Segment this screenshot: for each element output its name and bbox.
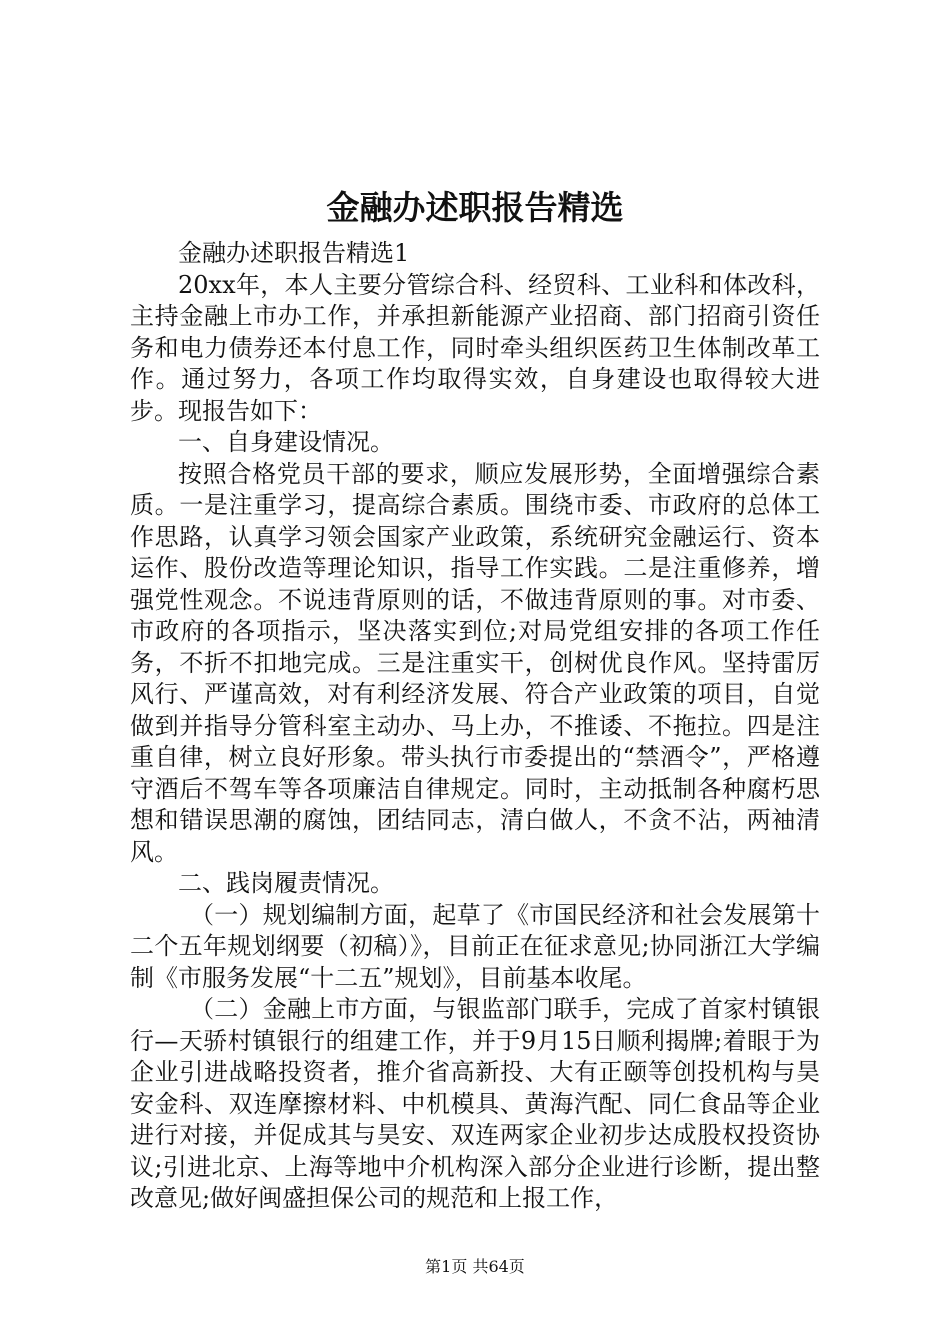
- paragraph-finance-listing: （二）金融上市方面，与银监部门联手，完成了首家村镇银行—天骄村镇银行的组建工作，并于9月15日顺利揭牌;着眼于为企业引进战略投资者，推介省高新投、大有正颐等创投机构与昊安金科、双连摩擦材料、中机模具、黄海汽配、同仁食品等企业进行对接，并促成其与昊安、双连两家企业初步达成股权投资协议;引进北京、上海等地中介机构深入部分企业进行诊断，提出整改意见;做好闽盛担保公司的规范和上报工作，: [130, 995, 820, 1212]
- section-heading-2: 二、践岗履责情况。: [178, 869, 394, 897]
- document-title: 金融办述职报告精选: [326, 188, 624, 227]
- section-heading-1: 一、自身建设情况。: [178, 428, 394, 456]
- paragraph-subtitle: 金融办述职报告精选1: [178, 239, 410, 267]
- page-number-footer: 第1页 共64页: [425, 1257, 525, 1276]
- paragraph-planning: （一）规划编制方面，起草了《市国民经济和社会发展第十二个五年规划纲要（初稿）》，目前正在征求意见;协同浙江大学编制《市服务发展“十二五”规划》，目前基本收尾。: [130, 900, 820, 992]
- paragraph-intro: 20xx年，本人主要分管综合科、经贸科、工业科和体改科，主持金融上市办工作，并承担新能源产业招商、部门招商引资任务和电力债券还本付息工作，同时牵头组织医药卫生体制改革工作。通过努力，各项工作均取得实效，自身建设也取得较大进步。现报告如下：: [130, 270, 820, 425]
- document-body: [130, 238, 820, 1215]
- paragraph-self-building: 按照合格党员干部的要求，顺应发展形势，全面增强综合素质。一是注重学习，提高综合素质。围绕市委、市政府的总体工作思路，认真学习领会国家产业政策，系统研究金融运行、资本运作、股份改造等理论知识，指导工作实践。二是注重修养，增强党性观念。不说违背原则的话，不做违背原则的事。对市委、市政府的各项指示，坚决落实到位;对局党组安排的各项工作任务，不折不扣地完成。三是注重实干，创树优良作风。坚持雷厉风行、严谨高效，对有利经济发展、符合产业政策的项目，自觉做到并指导分管科室主动办、马上办，不推诿、不拖拉。四是注重自律，树立良好形象。带头执行市委提出的“禁酒令”，严格遵守酒后不驾车等各项廉洁自律规定。同时，主动抵制各种腐朽思想和错误思潮的腐蚀，团结同志，清白做人，不贪不沾，两袖清风。: [130, 459, 820, 866]
